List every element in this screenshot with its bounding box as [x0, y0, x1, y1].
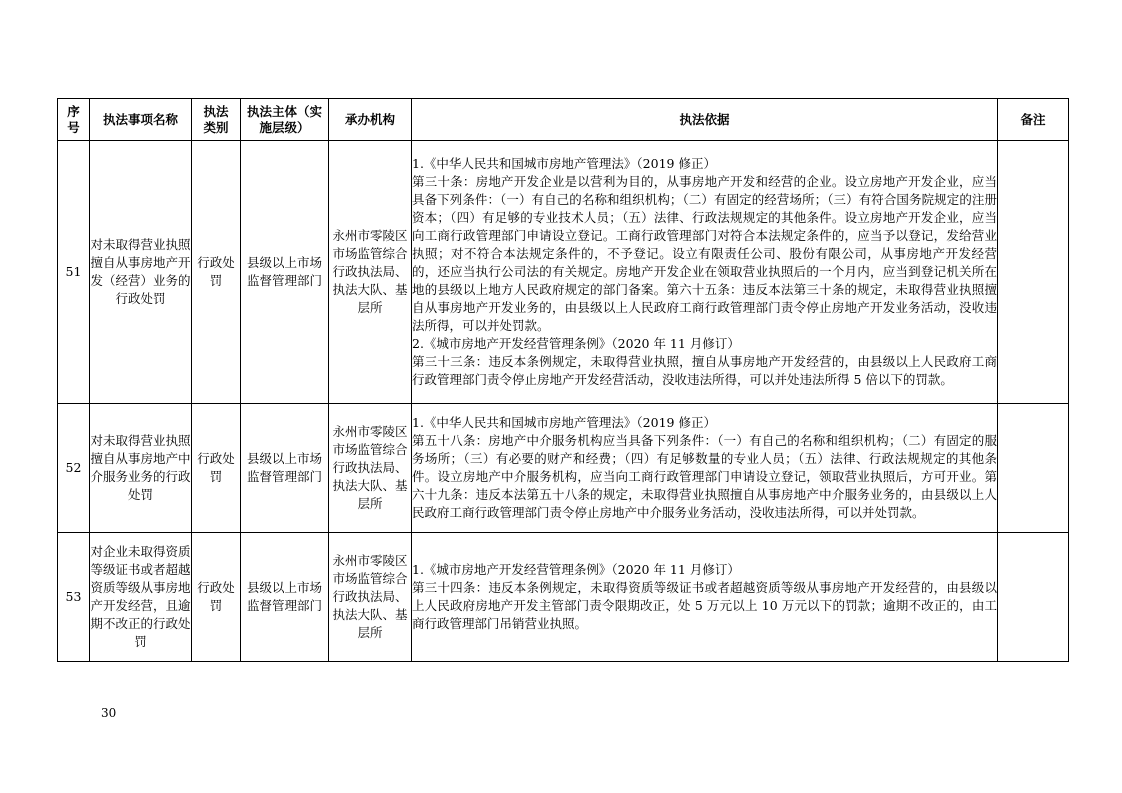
header-category: 执法类别 [192, 99, 241, 141]
header-subject: 执法主体（实施层级） [241, 99, 329, 141]
row-name: 对企业未取得资质等级证书或者超越资质等级从事房地产开发经营，且逾期不改正的行政处罚 [90, 533, 192, 662]
row-category: 行政处罚 [192, 404, 241, 533]
page-number: 30 [101, 706, 117, 720]
row-organ: 永州市零陵区市场监管综合行政执法局、执法大队、基层所 [329, 533, 412, 662]
basis-article: 第三十三条：违反本条例规定，未取得营业执照，擅自从事房地产开发经营的，由县级以上人民政府工商行政管理部门责令停止房地产开发经营活动，没收违法所得，可以并处违法所得 5 倍以下的罚款。 [412, 354, 997, 387]
header-remark: 备注 [998, 99, 1069, 141]
row-organ: 永州市零陵区市场监管综合行政执法局、执法大队、基层所 [329, 404, 412, 533]
row-name: 对未取得营业执照擅自从事房地产中介服务业务的行政处罚 [90, 404, 192, 533]
row-subject: 县级以上市场监督管理部门 [241, 141, 329, 404]
table-header-row [58, 99, 1069, 141]
basis-law-title: 1.《城市房地产开发经营管理条例》（2020 年 11 月修订） [412, 562, 740, 577]
row-seq: 52 [58, 404, 90, 533]
basis-law-title: 1.《中华人民共和国城市房地产管理法》（2019 修正） [412, 415, 716, 430]
row-seq: 51 [58, 141, 90, 404]
basis-article: 第三十条：房地产开发企业是以营利为目的，从事房地产开发和经营的企业。设立房地产开发企业，应当具备下列条件：（一）有自己的名称和组织机构；（二）有固定的经营场所；（三）有符合国务院规定的注册资本；（四）有足够的专业技术人员；（五）法律、行政法规规定的其他条件。设立房地产开发企业，应当向工商行政管理部门申请设立登记。工商行政管理部门对符合本法规定条件的，应当予以登记，发给营业执照；对不符合本法规定条件的，不予登记。设立有限责任公司、股份有限公司，从事房地产开发经营的，还应当执行公司法的有关规定。房地产开发企业在领取营业执照后的一个月内，应当到登记机关所在地的县级以上地方人民政府规定的部门备案。第六十五条：违反本法第三十条的规定，未取得营业执照擅自从事房地产开发业务的，由县级以上人民政府工商行政管理部门责令停止房地产开发业务活动，没收违法所得，可以并处罚款。 [412, 174, 997, 333]
basis-law-title: 2.《城市房地产开发经营管理条例》（2020 年 11 月修订） [412, 336, 740, 351]
row-name: 对未取得营业执照擅自从事房地产开发（经营）业务的行政处罚 [90, 141, 192, 404]
header-basis: 执法依据 [412, 99, 998, 141]
header-name: 执法事项名称 [90, 99, 192, 141]
table-row [58, 533, 1069, 662]
row-category: 行政处罚 [192, 141, 241, 404]
row-remark [998, 404, 1069, 533]
row-seq: 53 [58, 533, 90, 662]
basis-article: 第五十八条：房地产中介服务机构应当具备下列条件：（一）有自己的名称和组织机构；（二）有固定的服务场所；（三）有必要的财产和经费；（四）有足够数量的专业人员；（五）法律、行政法规规定的其他条件。设立房地产中介服务机构，应当向工商行政管理部门申请设立登记，领取营业执照后，方可开业。第六十九条：违反本法第五十八条的规定，未取得营业执照擅自从事房地产中介服务业务的，由县级以上人民政府工商行政管理部门责令停止房地产中介服务业务活动，没收违法所得，可以并处罚款。 [412, 433, 997, 520]
row-basis [412, 533, 998, 662]
header-seq: 序号 [58, 99, 90, 141]
table-row [58, 141, 1069, 404]
row-subject: 县级以上市场监督管理部门 [241, 533, 329, 662]
row-category: 行政处罚 [192, 533, 241, 662]
basis-law-title: 1.《中华人民共和国城市房地产管理法》（2019 修正） [412, 156, 716, 171]
row-remark [998, 141, 1069, 404]
basis-article: 第三十四条：违反本条例规定，未取得资质等级证书或者超越资质等级从事房地产开发经营的，由县级以上人民政府房地产开发主管部门责令限期改正，处 5 万元以上 10 万元以下的罚款；逾期不改正的，由工商行政管理部门吊销营业执照。 [412, 580, 997, 631]
enforcement-table [57, 98, 1069, 662]
row-organ: 永州市零陵区市场监管综合行政执法局、执法大队、基层所 [329, 141, 412, 404]
row-basis [412, 141, 998, 404]
table-row [58, 404, 1069, 533]
row-basis [412, 404, 998, 533]
row-remark [998, 533, 1069, 662]
header-organ: 承办机构 [329, 99, 412, 141]
row-subject: 县级以上市场监督管理部门 [241, 404, 329, 533]
